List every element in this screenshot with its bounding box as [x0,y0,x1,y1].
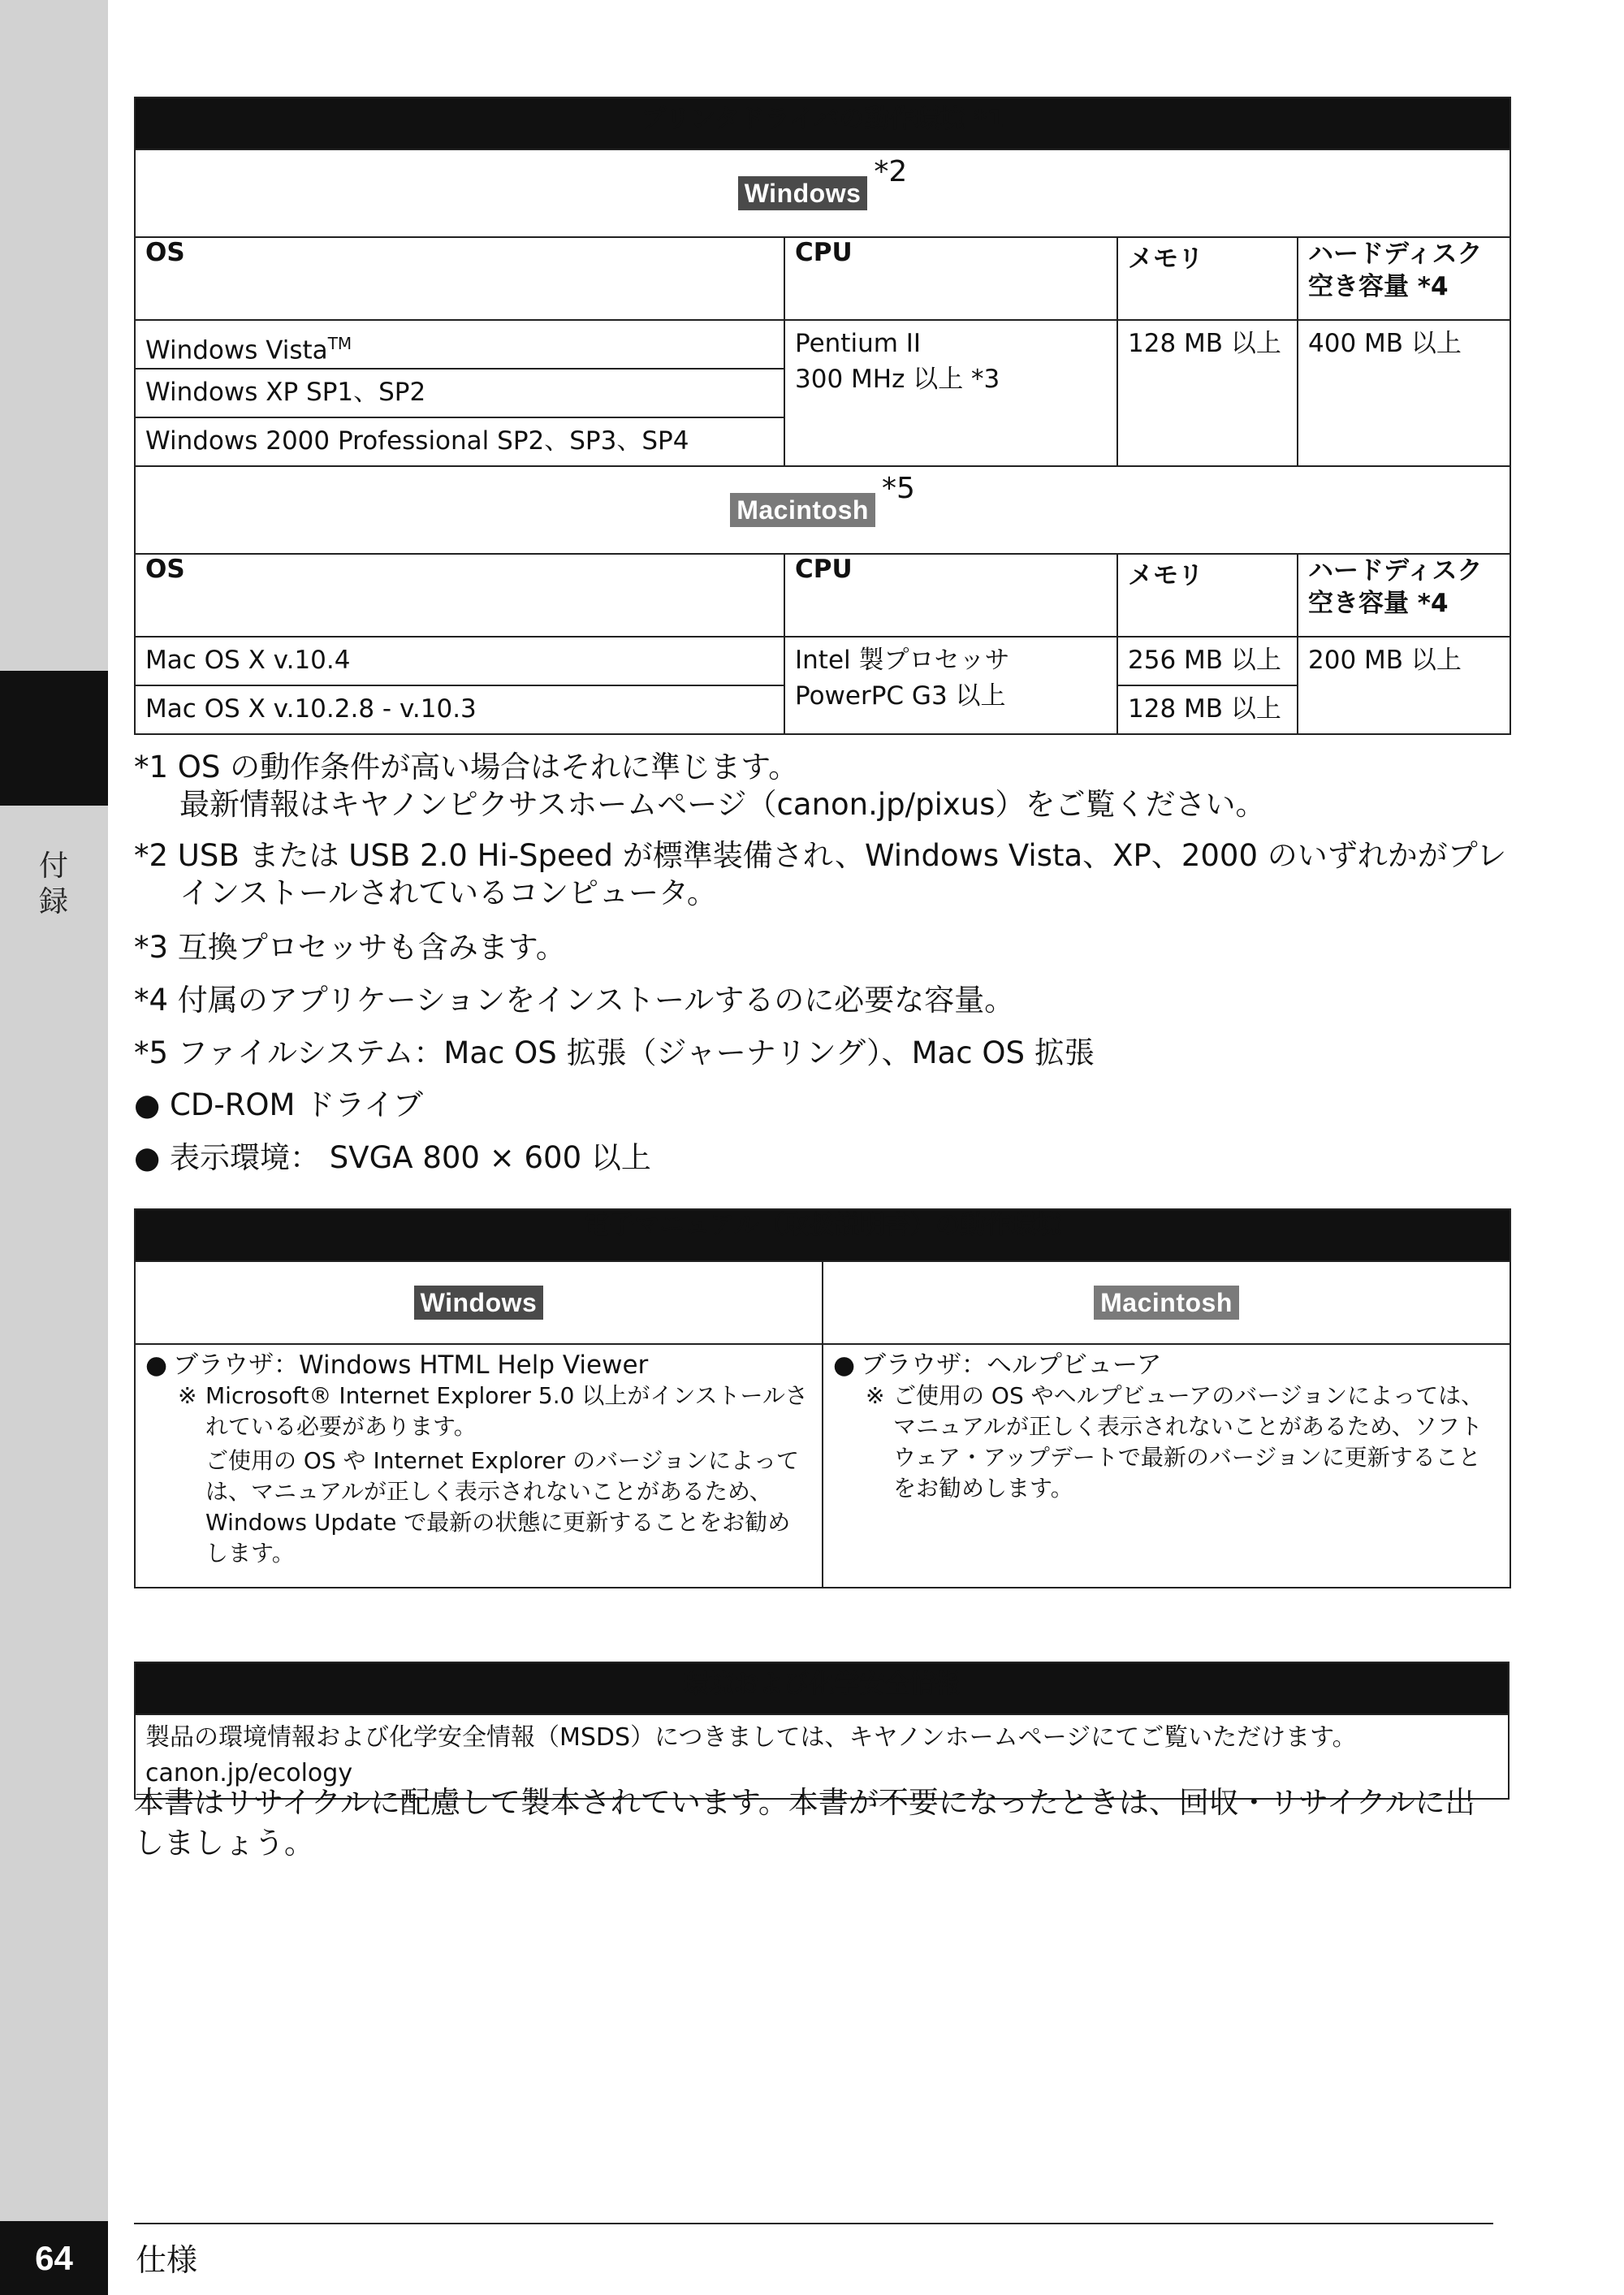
windows-note: *2 [874,155,908,188]
mac-os-1028: Mac OS X v.10.2.8 - v.10.3 [135,685,784,734]
footnote-2: *2 USB または USB 2.0 Hi-Speed が標準装備され、Windows Vista、XP、2000 のいずれかがプレ インストールされているコンピュータ。 [134,838,1507,910]
col-os: OS [135,237,784,320]
manual-windows-cell [135,1261,823,1344]
macintosh-logo: Macintosh [730,493,875,527]
manual-table [134,1208,1511,1588]
footer-rule [134,2223,1493,2224]
recycle-note: 本書はリサイクルに配慮して製本されています。本書が不要になったときは、回収・リサイクルに出しましょう。 [134,1785,1475,1861]
side-strip [0,0,108,2295]
col-cpu: CPU [784,554,1117,637]
chapter-tab [0,671,108,806]
mac-section-row [135,466,1510,554]
manual-header: 電子マニュアル（取扱説明書）の動作環境 [135,1209,1510,1261]
windows-logo: Windows [414,1286,544,1320]
bullet-cdrom: ● CD-ROM ドライブ [134,1087,424,1122]
manual-mac-cell [823,1261,1510,1344]
environment-header: 環境および化学安全情報 [135,1662,1509,1714]
col-disk: ハードディスク 空き容量 *4 [1298,554,1510,637]
macintosh-logo: Macintosh [1094,1286,1239,1320]
col-os: OS [135,554,784,637]
footnote-5: *5 ファイルシステム：Mac OS 拡張（ジャーナリング）、Mac OS 拡張 [134,1035,1095,1070]
printer-driver-table [134,97,1511,735]
mac-disk: 200 MB 以上 [1298,637,1510,734]
win-cpu: Pentium II 300 MHz 以上 *3 [784,320,1117,466]
manual-mac-info: ● ブラウザ：ヘルプビューア ※ ご使用の OS やヘルプビューアのバージョンによっては、マニュアルが正しく表示されないことがあるため、ソフトウェア・アップデートで最新のバージョンに更新することをお勧めします。 [823,1344,1510,1588]
mac-note: *5 [881,472,915,506]
win-disk: 400 MB 以上 [1298,320,1510,466]
col-memory: メモリ [1117,554,1298,637]
printer-driver-header: プリンタドライバの動作環境 *1 [135,97,1510,149]
chapter-label: 付録 [38,849,68,918]
win-os-vista: Windows Vista™ [135,320,784,369]
ecology-link: canon.jp/ecology [145,1759,353,1787]
col-cpu: CPU [784,237,1117,320]
environment-table [134,1662,1510,1800]
win-os-2000: Windows 2000 Professional SP2、SP3、SP4 [135,417,784,466]
mac-memory-1: 256 MB 以上 [1117,637,1298,685]
footnote-1: *1 OS の動作条件が高い場合はそれに準じます。 最新情報はキヤノンピクサスホームページ（canon.jp/pixus）をご覧ください。 [134,750,1266,822]
environment-body: 製品の環境情報および化学安全情報（MSDS）につきましては、キヤノンホームページにてご覧いただけます。 canon.jp/ecology [135,1714,1509,1799]
footer-title: 仕様 [136,2242,198,2278]
footnote-4: *4 付属のアプリケーションをインストールするのに必要な容量。 [134,983,1015,1018]
mac-os-104: Mac OS X v.10.4 [135,637,784,685]
windows-section-row [135,149,1510,237]
win-os-xp: Windows XP SP1、SP2 [135,369,784,417]
col-disk: ハードディスク 空き容量 *4 [1298,237,1510,320]
manual-windows-info: ● ブラウザ：Windows HTML Help Viewer ※ Microsoft® Internet Explorer 5.0 以上がインストールされている必要があります。 ご使用の OS や Internet Explorer のバージョンによっては、マニュアルが正しく表示されないことがあるため、Windows Update で最新の状態に更新することをお勧めします。 [135,1344,823,1588]
mac-memory-2: 128 MB 以上 [1117,685,1298,734]
windows-logo: Windows [738,176,868,210]
mac-cpu: Intel 製プロセッサ PowerPC G3 以上 [784,637,1117,734]
page-number: 64 [35,2239,73,2277]
win-memory: 128 MB 以上 [1117,320,1298,466]
col-memory: メモリ [1117,237,1298,320]
bullet-display: ● 表示環境： SVGA 800 × 600 以上 [134,1140,651,1175]
footnote-3: *3 互換プロセッサも含みます。 [134,930,566,965]
